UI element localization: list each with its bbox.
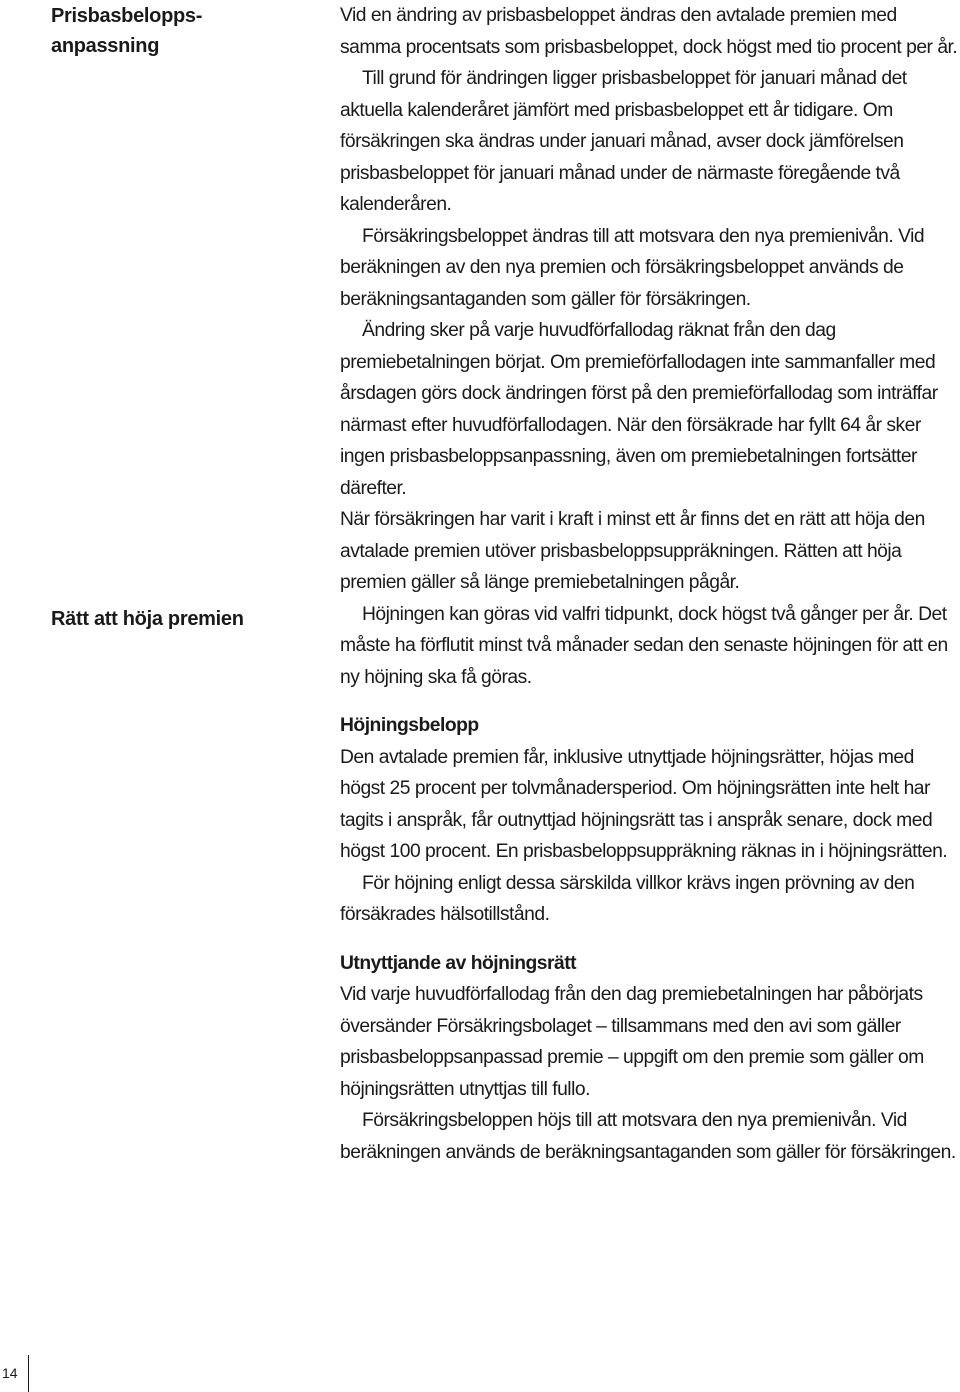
paragraph: Försäkringsbeloppen höjs till att motsvara den nya premienivån. Vid beräkningen används de beräkningsantaganden som gäller för försäkringen.: [340, 1110, 956, 1163]
page-number-divider: [28, 1355, 29, 1392]
paragraph: Försäkringsbeloppet ändras till att motsvara den nya premienivån. Vid beräkningen av den nya premien och försäkringsbeloppet används de beräkningsantaganden som gäller för försäkringen.: [340, 225, 925, 310]
subsection-title: Utnyttjande av höjningsrätt: [340, 952, 577, 974]
section-heading-prisbasbeloppsanpassning: [51, 1, 311, 61]
subsection-title: Höjningsbelopp: [340, 715, 479, 736]
paragraph: För höjning enligt dessa särskilda villkor krävs ingen prövning av den försäkrades hälsotillstånd.: [340, 872, 915, 925]
paragraph: Den avtalade premien får, inklusive utnyttjade höjningsrätter, höjas med högst 25 procent per tolvmånadersperiod. Om höjningsrätten inte helt har tagits i anspråk, får outnyttjad höjningsrätt tas i anspråk senare, dock med högst 100 procent. En prisbasbeloppsuppräkning räknas in i höjningsrätten.: [340, 746, 948, 862]
subsection-hojningsbelopp: [340, 710, 960, 931]
paragraph: När försäkringen har varit i kraft i minst ett år finns det en rätt att höja den avtalade premien utöver prisbasbeloppsuppräkningen. Rätten att höja premien gäller så länge premiebetalningen pågår.: [340, 509, 925, 593]
section-heading-line-1: Prisbasbelopps-: [51, 5, 203, 27]
subsection-utnyttjande: [340, 948, 960, 1169]
body-column: [340, 0, 960, 1168]
paragraph: Vid varje huvudförfallodag från den dag premiebetalningen har påbörjats översänder Försäkringsbolaget – tillsammans med den avi som gäller prisbasbeloppsanpassad premie – uppgift om den premie som gäller om höjningsrätten utnyttjas till fullo.: [340, 984, 924, 1100]
section-heading-ratt-att-hoja-premien: Rätt att höja premien: [51, 608, 244, 630]
paragraph: Till grund för ändringen ligger prisbasbeloppet för januari månad det aktuella kalenderåret jämfört med prisbasbeloppet ett år tidigare. Om försäkringen ska ändras under januari månad, avser dock jämförelsen prisbasbeloppet för januari månad under de närmaste föregående två kalenderåren.: [340, 68, 907, 215]
page-number: 14: [2, 1365, 18, 1381]
paragraph: Vid en ändring av prisbasbeloppet ändras den avtalade premien med samma procentsats som prisbasbeloppet, dock högst med tio procent per år.: [340, 5, 958, 58]
section-heading-line-2: anpassning: [51, 35, 160, 57]
paragraph: Ändring sker på varje huvudförfallodag räknat från den dag premiebetalningen börjat. Om premieförfallodagen inte sammanfaller med årsdagen görs dock ändringen först på den premieförfallodag som inträffar närmast efter huvudförfallodagen. När den försäkrade har fyllt 64 år sker ingen prisbasbeloppsanpassning, även om premiebetalningen fortsätter därefter.: [340, 320, 938, 499]
paragraph: Höjningen kan göras vid valfri tidpunkt, dock högst två gånger per år. Det måste ha förflutit minst två månader sedan den senaste höjningen för att en ny höjning ska få göras.: [340, 603, 948, 688]
